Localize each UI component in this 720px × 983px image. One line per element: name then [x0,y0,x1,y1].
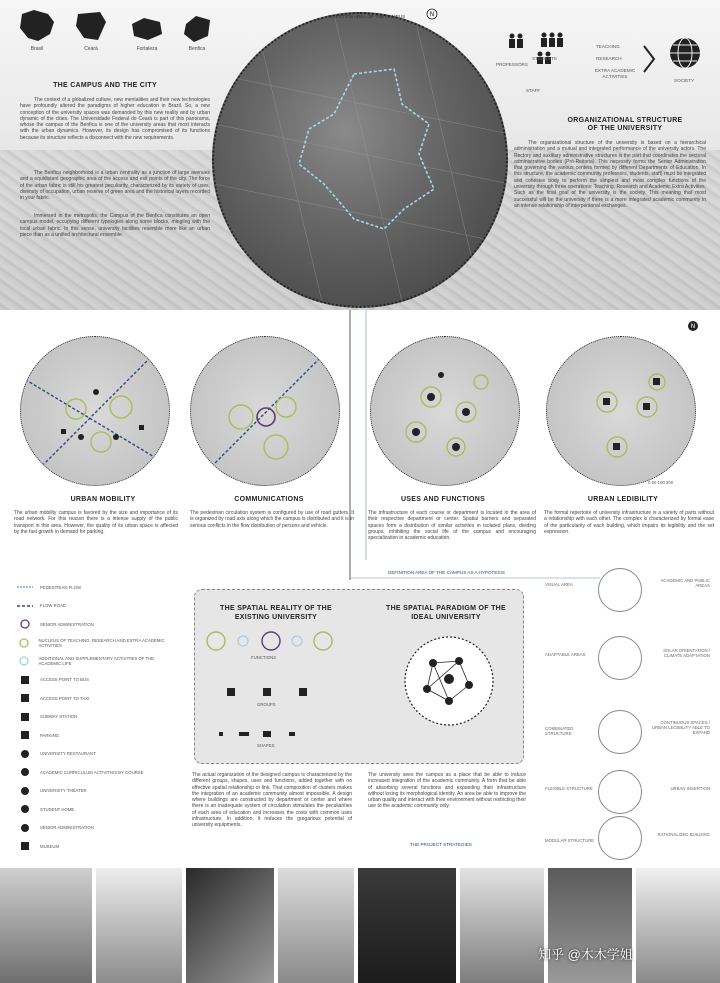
legend-item: SUBWAY STATION [16,708,176,727]
legend-item: ADDITIONAL AND SUPPLEMENTARY ACTIVITIES OF THE ACADEMIC LIFE [16,652,176,671]
ideal-title-line-2: IDEAL UNIVERSITY [411,614,481,621]
globe-icon [668,36,702,70]
campus-aerial-photo [212,12,508,308]
legend-item: ACADEMIC CURRICULUM ACTIVITIES BY COURSE [16,763,176,782]
campus-city-paragraph-1: The context of a globalized culture, new mentalities and their new technologies have profoundly altered the paradigms of higher education in Brazil. So, a new conception of the university spaces was demanded by this new reality and by urban dynamic of the cities. The Universidade Federal do Ceará is part of this panorama, whose the campus of the Benfica is one of the university areas that most interacts with the urban dynamics. However, its design has compromised of its functions because its structure reflects a disconnect with the new requirements. [20,97,210,141]
night-traffic-photo [186,868,274,983]
campus-city-paragraph-2: The Benfica neighborhood is a urban centrality as a junction of large avenues and a equidistant geographic area of the access and exit points of the city. The force of the urban fabric is still his greatest peculiarity, characterized by its variety of uses, diversity of occupation, urban reserve of green area and the historical layers recorded in your fabric. [20,170,210,202]
strategy-left-4: FLEXIBLE STRUCTURE [545,786,593,791]
map-ceara-icon [74,10,108,44]
clock-tower-photo [460,868,544,983]
uses-functions-map [370,336,520,486]
shapes-label: SHAPES [257,743,275,748]
map-benfica-icon [182,14,212,44]
restaurant-icon [21,750,29,758]
musician-photo [548,868,632,983]
strategies-label: THE PROJECT STRATEGIES [410,842,472,847]
map-label-fortaleza: Fortaleza [136,46,158,52]
strategy-right-4: URBAN INSERTION [670,786,710,791]
paradigm-box [194,589,524,764]
map-brasil-icon [14,8,60,44]
administration-icon [21,824,29,832]
student-home-icon [21,805,29,813]
campus-city-title: THE CAMPUS AND THE CITY [53,82,157,89]
scale-bar-label: 0 50 100 200 [648,480,674,485]
analysis-text-mobility: The urban mobility campus is favored by the size and importance of its road network. For this reason there is a intense supply of the public transport in this area. However, the quality of its urban space is affected by the fast growth in demand for parking. [14,510,178,535]
legend-item: ACCESS POINT TO TAXI [16,689,176,708]
org-staff: STAFF [526,88,541,93]
parking-icon [21,731,29,739]
chevron-right-icon [642,44,656,74]
analysis-title-legibility: URBAN LEDIBILITY [587,496,659,503]
photo-strip [0,868,720,983]
historic-facade-photo [278,868,354,983]
org-students: STUDENTS [532,56,557,61]
reality-title-line-1: THE SPATIAL REALITY OF THE [220,605,332,612]
legend-item: ACCESS POINT TO BUS [16,671,176,690]
legend-item: NUCLEUS OF TEACHING, RESEARCH AND EXTRA ACADEMIC ACTIVITIES [16,634,176,653]
legend-item: SENIOR ADMINISTRATION [16,819,176,838]
portrait-photo [358,868,456,983]
strategy-circle-2 [598,636,642,680]
ideal-network-diagram [403,635,495,727]
map-label-benfica: Benfica [188,46,206,52]
org-professors: PROFESSORS [496,62,528,67]
strategy-circle-3 [598,710,642,754]
org-title-line-1: ORGANIZATIONAL STRUCTURE [567,117,683,124]
org-teaching: TEACHING [596,44,620,49]
reality-text: The actual organization of the designed campus is characterized by the different groups, shapes, uses and functions, added together with no effective spatial relationship or link. That composition of clusters makes the integration of an academic community almost impossible. A design where buildings are constructed by department or center and where there is an inadequate system of circulation stimulates the peculiarities of each area of education and increases the costs with common uses infrastructure. In addition, it reduces the gregarious potential of university equipments. [192,772,352,829]
legend-item: MUSEUM [16,837,176,856]
strategy-circle-5 [598,816,642,860]
svg-text:N: N [429,11,435,19]
legend-item: SENIOR ADMINISTRATION [16,615,176,634]
analysis-title-mobility: URBAN MOBILITY [70,496,136,503]
legend-item: PEDESTRIAN FLOW [40,584,82,590]
watermark: 知乎 @木木学姐 [538,947,633,962]
org-text: The organizational structure of the university is based on a hierarchical administration and a mutual and integrated performance of the university actors. The Rectory and auxiliary administrative structures is the part that coordinates the sectoral administrative bodies (Pró-Reitoria). This necessity forms the Senior Administration that governing the various centers formed by different Departments of Education. In this structure, the academic community professors, students, staff) must be integrated and cohesive body to perform the simplest and most complex functions of the university through three operations: Teaching, Research and Academic Extra Activities. Such as the final goal of the university is the society. This meaning that most successful will be the university if there is a more integrated academic community in an intense relationship of interpersonal exchanges. [514,140,706,209]
strategy-left-5: MODULAR STRUCTURE [545,838,595,843]
org-actors-diagram [496,26,716,106]
functions-diagram [201,630,351,652]
bus-icon [21,676,29,684]
analysis-title-uses: USES AND FUNCTIONS [400,496,486,503]
strategy-circle-1 [598,568,642,612]
legend-item: PARKING [16,726,176,745]
strategy-circle-4 [598,770,642,814]
map-label-ceara: Ceará [84,46,98,52]
ideal-title-line-1: THE SPATIAL PARADIGM OF THE [386,605,506,612]
map-label-brasil: Brasil [30,46,44,52]
insertion-area-label: INSERTION AREA OF THE CAMPUS [328,14,406,19]
top-section [0,0,720,310]
urban-legibility-map [546,336,696,486]
curriculum-icon [21,768,29,776]
hypothesis-label: DEFINITION AREA OF THE CAMPUS AS A HYPOTESIS [388,570,505,575]
strategy-left-2: ADAPTABLE AREAS [545,652,586,657]
strategy-left-1: VISUAL AREA [545,582,573,587]
legend-item: UNIVERSITY THEATER [16,782,176,801]
functions-label: FUNCTIONS [251,655,277,660]
modern-building-photo [636,868,720,983]
legend [16,578,176,858]
analysis-text-legibility: The formal repertoire of university infrastructure is a variety of parts without a relationship with each other. The complex is characterized by formal ease of the particularity of each building, which impairs its legibility and the set expression. [544,510,714,535]
ideal-text: The university sees the campus as a place that be able to induce increased integration of the academic community. A form that be able of absorbing several functions and expanding their infrastructure without losing its morphological identity. An area be able to improve the urban quality and interact with their environment without restricting their use to the academic community only. [368,772,526,810]
colonial-building-photo [96,868,182,983]
analysis-text-communications: The pedestrian circulation system is configured by use of road gutters. It is organized by road axis along which the campus is distributed and it is in serious conflicts in the flow distribution of persons and vehicle. [190,510,354,529]
strategy-right-3: CONTINUOUS SPACES / URBAN LEGIBILITY ABLE TO EXPAND [651,720,710,735]
communications-map [190,336,340,486]
strategy-right-2: SOLAR ORIENTATION / CLIMATE ADAPTATION [663,648,710,658]
taxi-icon [21,694,29,702]
urban-mobility-map [20,336,170,486]
map-fortaleza-icon [130,16,164,42]
strategy-right-1: ACADEMIC AND PUBLIC AREAS [660,578,710,588]
org-extra: EXTRA ACADEMIC ACTIVITIES [594,68,636,79]
museum-icon [21,842,29,850]
org-research: RESEARCH [596,56,622,61]
strategy-left-3: COMBINATED STRUCTURE [545,726,574,736]
org-society: SOCIETY [674,78,695,83]
shapes-diagram [217,730,327,738]
theater-icon [21,787,29,795]
org-title-line-2: OF THE UNIVERSITY [587,125,663,132]
street-bus-photo [0,868,92,983]
groups-label: GROUPS [257,702,276,707]
groups-diagram [225,686,325,698]
strategy-right-5: RATIONALIZED BUILDING [657,832,710,837]
strategies-column [540,560,715,860]
legend-item: FLOW ROAD [40,603,67,609]
analysis-title-communications: COMMUNICATIONS [234,496,304,503]
analysis-row [8,320,720,570]
location-maps [14,8,214,53]
aerial-texture [214,14,508,308]
legend-item: UNIVERSITY RESTAURANT [16,745,176,764]
subway-icon [21,713,29,721]
north-arrow-icon [426,8,438,20]
legend-item: STUDENT HOME [16,800,176,819]
svg-text:N: N [690,323,696,331]
campus-city-paragraph-3: Immersed in the metropolis, the Campus of the Benfica constitutes an open campus model, occupying different typologies along some blocks, mingling with the local urban fabric. In this sense, university facilities resemble more like an urban piece than as a unified architectural ensemble. [20,213,210,238]
analysis-text-uses: The infrastructure of each course or department is located in the area of their respective department or center. Spatial barriers and separated spaces form a distribution of similar activities in isolated plans, dividing groups, inhibiting the social life of the campus and encouraging specialization in academic education. [368,510,536,542]
reality-title-line-2: EXISTING UNIVERSITY [234,614,318,621]
